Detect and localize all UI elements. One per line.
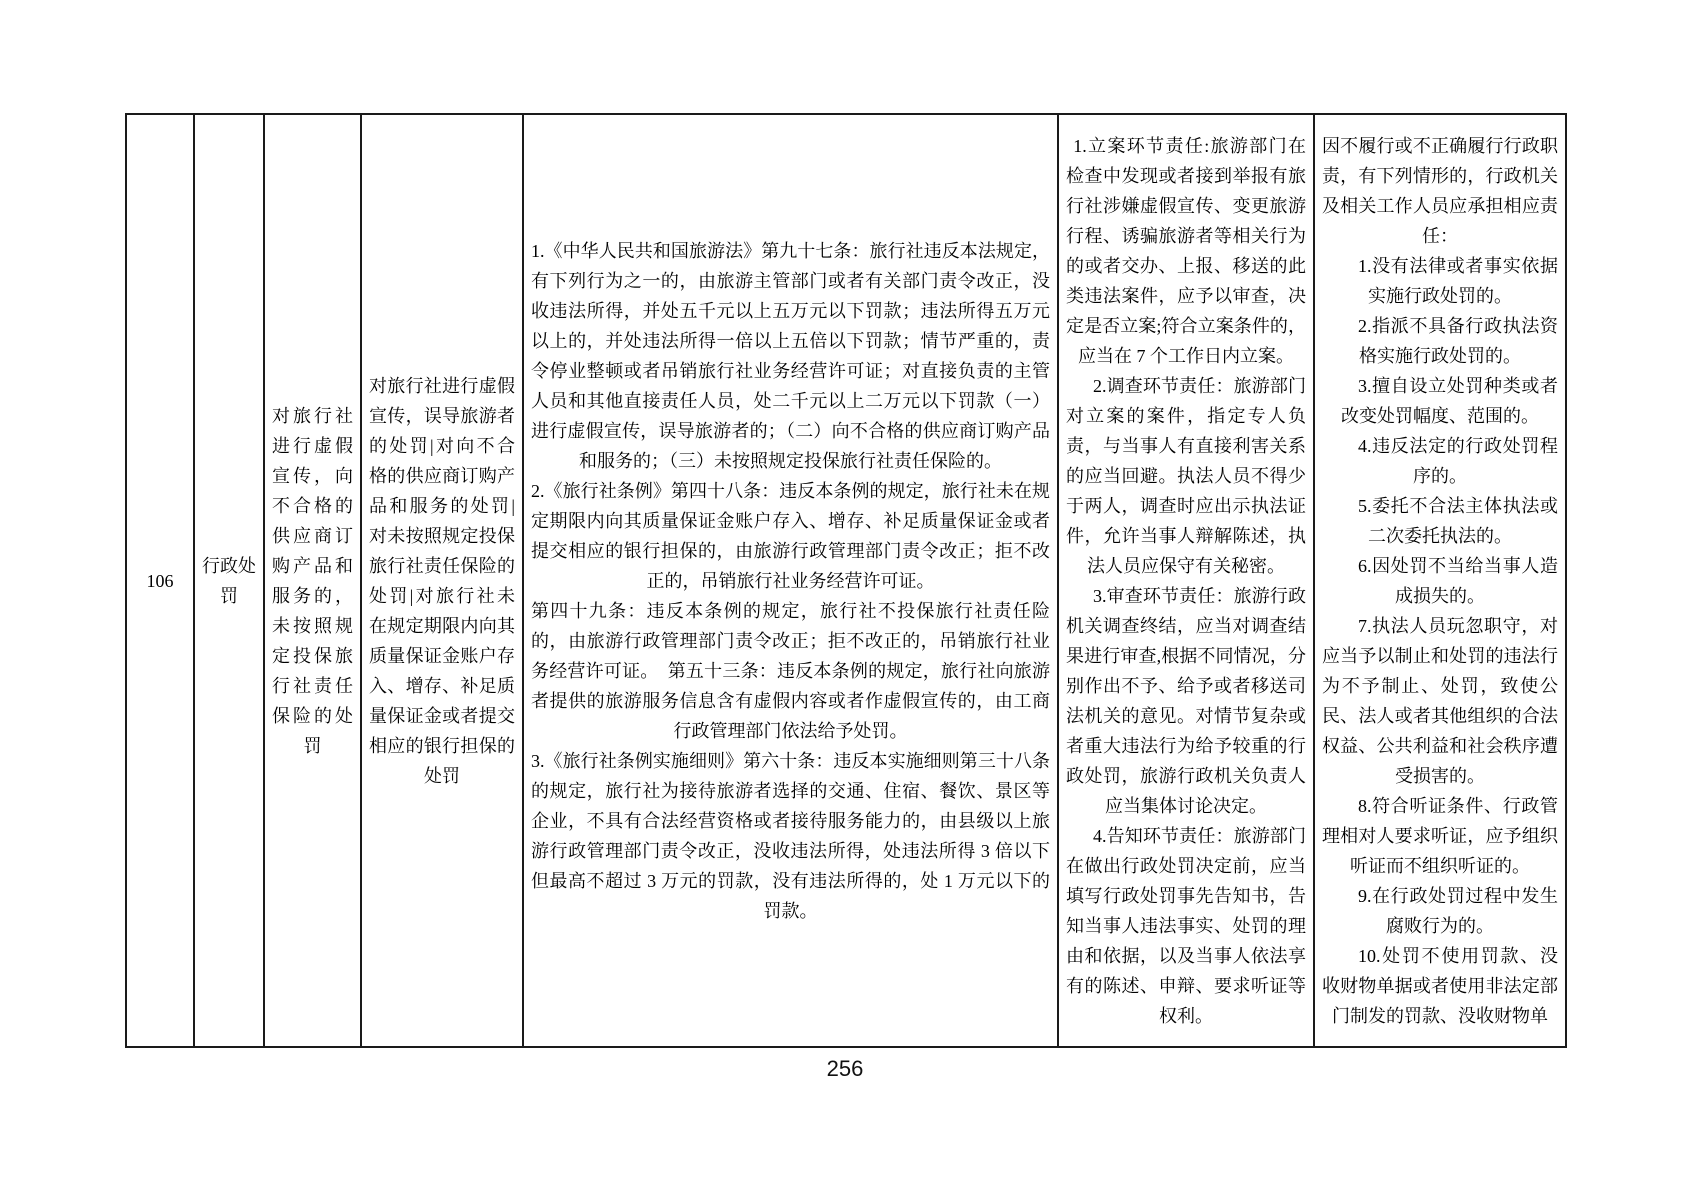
legal-basis-paragraph: 1.《中华人民共和国旅游法》第九十七条：旅行社违反本法规定，有下列行为之一的，由旅游主管部门或者有关部门责令改正，没收违法所得，并处五千元以上五万元以下罚款；违法所得五万元以上的，并处违法所得一倍以上五倍以下罚款；情节严重的，责令停业整顿或者吊销旅行社业务经营许可证；对直接负责的主管人员和其他直接责任人员，处二千元以上二万元以下罚款（一）进行虚假宣传，误导旅游者的；（二）向不合格的供应商订购产品和服务的；（三）未按照规定投保旅行社责任保险的。 <box>531 240 1050 471</box>
accountability-item: 7.执法人员玩忽职守，对应当予以制止和处罚的违法行为不予制止、处罚，致使公民、法人或者其他组织的合法权益、公共利益和社会秩序遭受损害的。 <box>1322 615 1558 786</box>
row-number: 106 <box>146 570 174 591</box>
accountability-item: 5.委托不合法主体执法或二次委托执法的。 <box>1358 495 1558 546</box>
accountability-cell <box>1314 114 1566 1047</box>
legal-basis-paragraph: 3.《旅行社条例实施细则》第六十条：违反本实施细则第三十八条的规定，旅行社为接待旅游者选择的交通、住宿、餐饮、景区等企业，不具有合法经营资格或者接待服务能力的，由县级以上旅游行政管理部门责令改正，没收违法所得，处违法所得 3 倍以下但最高不超过 3 万元的罚款，没有违法所得的，处 1 万元以下的罚款。 <box>531 750 1050 921</box>
accountability-item: 6.因处罚不当给当事人造成损失的。 <box>1358 555 1558 606</box>
accountability-item: 2.指派不具备行政执法资格实施行政处罚的。 <box>1358 315 1558 366</box>
accountability-item: 9.在行政处罚过程中发生腐败行为的。 <box>1358 885 1558 936</box>
item-name-text: 对旅行社进行虚假宣传，向不合格的供应商订购产品和服务的，未按照规定投保旅行社责任保险的处罚 <box>272 405 353 756</box>
accountability-item: 4.违反法定的行政处罚程序的。 <box>1358 435 1558 486</box>
row-number-cell <box>126 114 194 1047</box>
table-row <box>126 114 1566 1047</box>
responsibility-step: 2.调查环节责任：旅游部门对立案的案件，指定专人负责，与当事人有直接利害关系的应当回避。执法人员不得少于两人，调查时应出示执法证件，允许当事人辩解陈述，执法人员应保守有关秘密。 <box>1066 375 1306 576</box>
responsibility-step: 4.告知环节责任：旅游部门在做出行政处罚决定前，应当填写行政处罚事先告知书，告知当事人违法事实、处罚的理由和依据，以及当事人依法享有的陈述、申辩、要求听证等权利。 <box>1066 825 1306 1026</box>
sub-items-text: 对旅行社进行虚假宣传，误导旅游者的处罚|对向不合格的供应商订购产品和服务的处罚|对未按照规定投保旅行社责任保险的处罚|对旅行社未在规定期限内向其质量保证金账户存入、增存、补足质量保证金或者提交相应的银行担保的处罚 <box>369 375 515 786</box>
accountability-item: 10.处罚不使用罚款、没收财物单据或者使用非法定部门制发的罚款、没收财物单 <box>1322 945 1558 1026</box>
legal-basis-paragraph: 第四十九条：违反本条例的规定，旅行社不投保旅行社责任险的，由旅游行政管理部门责令改正；拒不改正的，吊销旅行社业务经营许可证。 第五十三条：违反本条例的规定，旅行社向旅游者提供的旅游服务信息含有虚假内容或者作虚假宣传的，由工商行政管理部门依法给予处罚。 <box>531 600 1050 741</box>
table-container <box>125 113 1567 1048</box>
accountability-item: 3.擅自设立处罚种类或者改变处罚幅度、范围的。 <box>1341 375 1558 426</box>
legal-basis-paragraph: 2.《旅行社条例》第四十八条：违反本条例的规定，旅行社未在规定期限内向其质量保证金账户存入、增存、补足质量保证金或者提交相应的银行担保的，由旅游行政管理部门责令改正；拒不改正的，吊销旅行社业务经营许可证。 <box>531 480 1050 591</box>
penalty-table <box>125 113 1567 1048</box>
category-cell <box>194 114 264 1047</box>
responsibility-step: 3.审查环节责任：旅游行政机关调查终结，应当对调查结果进行审查,根据不同情况，分别作出不予、给予或者移送司法机关的意见。对情节复杂或者重大违法行为给予较重的行政处罚，旅游行政机关负责人应当集体讨论决定。 <box>1066 585 1306 816</box>
accountability-item: 8.符合听证条件、行政管理相对人要求听证，应予组织听证而不组织听证的。 <box>1322 795 1558 876</box>
sub-items-cell <box>361 114 523 1047</box>
item-name-cell <box>264 114 361 1047</box>
page-number: 256 <box>826 1056 864 1081</box>
legal-basis-cell <box>523 114 1058 1047</box>
responsibility-cell <box>1058 114 1314 1047</box>
responsibility-step: 1.立案环节责任:旅游部门在检查中发现或者接到举报有旅行社涉嫌虚假宣传、变更旅游行程、诱骗旅游者等相关行为的或者交办、上报、移送的此类违法案件，应予以审查，决定是否立案;符合立案条件的，应当在 7 个工作日内立案。 <box>1066 135 1306 366</box>
accountability-item: 1.没有法律或者事实依据实施行政处罚的。 <box>1358 255 1558 306</box>
accountability-intro: 因不履行或不正确履行行政职责，有下列情形的，行政机关及相关工作人员应承担相应责任： <box>1322 135 1558 246</box>
category-label: 行政处罚 <box>202 555 256 606</box>
